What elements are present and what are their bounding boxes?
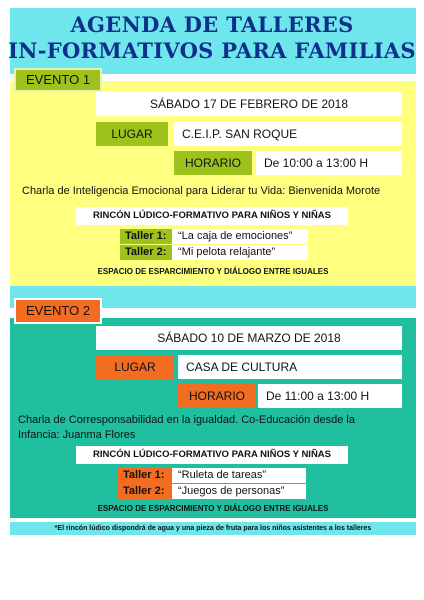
- evento2-rincon-header: RINCÓN LÚDICO-FORMATIVO PARA NIÑOS Y NIÑAS: [76, 446, 348, 464]
- evento2-lugar-value: CASA DE CULTURA: [178, 355, 402, 379]
- evento2-taller1-label: Taller 1:: [118, 468, 172, 483]
- evento2-date: SÁBADO 10 DE MARZO DE 2018: [96, 326, 402, 350]
- evento1-horario-label: HORARIO: [174, 151, 252, 175]
- evento2-talk-line-2: Infancia: Juanma Flores: [18, 429, 136, 441]
- evento2-horario-value: De 11:00 a 13:00 H: [258, 384, 402, 408]
- evento1-taller2-value: “Mi pelota relajante”: [172, 245, 308, 260]
- evento1-taller2-label: Taller 2:: [120, 245, 172, 260]
- evento1-lugar-value: C.E.I.P. SAN ROQUE: [174, 122, 402, 146]
- evento1-taller1-value: “La caja de emociones”: [172, 229, 308, 244]
- evento2-tab: EVENTO 2: [14, 298, 102, 324]
- title-line-2: IN-FORMATIVOS PARA FAMILIAS: [8, 38, 416, 63]
- evento1-rincon-header: RINCÓN LÚDICO-FORMATIVO PARA NIÑOS Y NIÑAS: [76, 207, 348, 225]
- evento2-espacio: ESPACIO DE ESPARCIMIENTO Y DIÁLOGO ENTRE IGUALES: [97, 504, 329, 513]
- evento1-taller1-label: Taller 1:: [120, 229, 172, 244]
- footer-note: *El rincón lúdico dispondrá de agua y una pieza de fruta para los niños asistentes a los talleres: [10, 522, 416, 535]
- evento1-lugar-label: LUGAR: [96, 122, 168, 146]
- evento1-espacio: ESPACIO DE ESPARCIMIENTO Y DIÁLOGO ENTRE IGUALES: [97, 267, 329, 276]
- evento2-talk-line-1: Charla de Corresponsabilidad en la igualdad. Co-Educación desde la: [18, 414, 355, 426]
- evento2-horario-label: HORARIO: [178, 384, 256, 408]
- evento2-taller1-value: “Ruleta de tareas”: [172, 468, 306, 483]
- evento1-horario-value: De 10:00 a 13:00 H: [256, 151, 402, 175]
- title-line-1: AGENDA DE TALLERES: [70, 12, 354, 37]
- evento2-taller2-value: “Juegos de personas”: [172, 484, 306, 499]
- evento1-tab: EVENTO 1: [14, 68, 102, 92]
- evento1-date: SÁBADO 17 DE FEBRERO DE 2018: [96, 92, 402, 116]
- evento2-lugar-label: LUGAR: [96, 355, 174, 379]
- evento1-talk: Charla de Inteligencia Emocional para Liderar tu Vida: Bienvenida Morote: [22, 185, 381, 197]
- evento2-taller2-label: Taller 2:: [118, 484, 172, 499]
